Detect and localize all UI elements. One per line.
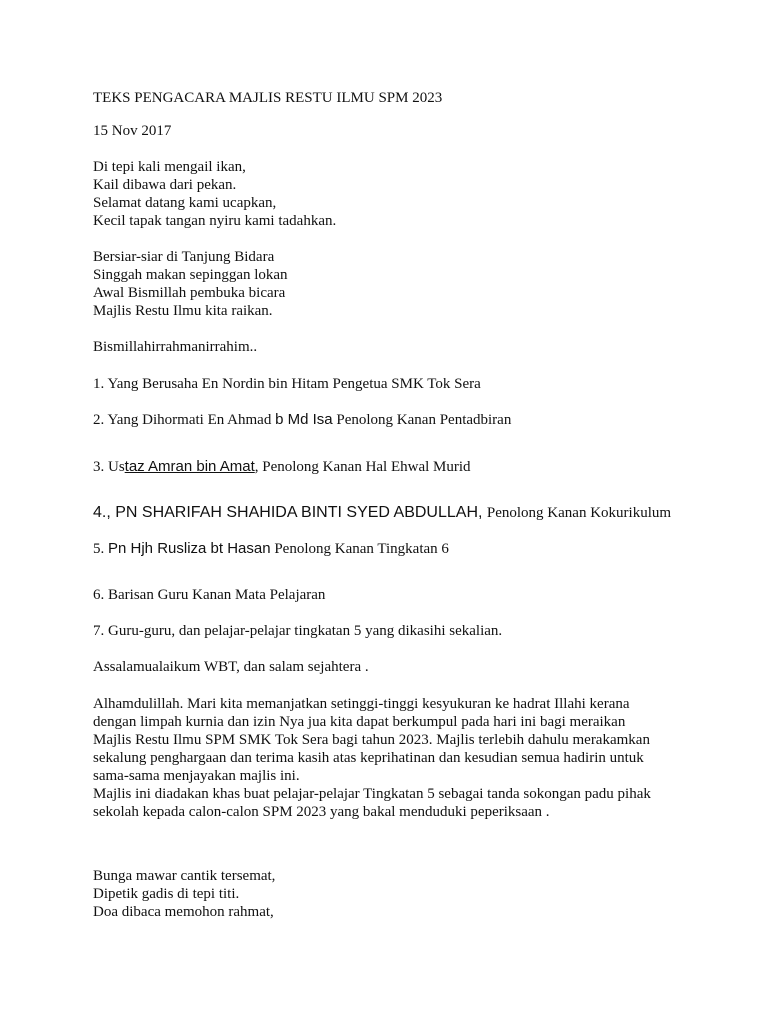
bismillah-line: Bismillahirrahmanirrahim.. <box>93 339 258 355</box>
pantun-1-line-3: Selamat datang kami ucapkan, <box>93 195 277 211</box>
paragraph-line-4: sekalung penghargaan dan terima kasih atas keprihatinan dan kesudian semua hadirin untuk <box>93 750 644 766</box>
pantun-3-line-2: Dipetik gadis di tepi titi. <box>93 886 240 902</box>
pantun-2-line-1: Bersiar-siar di Tanjung Bidara <box>93 249 275 265</box>
greeting-3-role: , Penolong Kanan Hal Ehwal Murid <box>254 459 471 475</box>
greeting-5-prefix: 5. <box>93 541 108 557</box>
greeting-2-prefix: 2. Yang Dihormati En Ahmad <box>93 412 276 428</box>
greeting-1: 1. Yang Berusaha En Nordin bin Hitam Pengetua SMK Tok Sera <box>93 376 481 392</box>
pantun-2-line-3: Awal Bismillah pembuka bicara <box>93 285 286 301</box>
document-date: 15 Nov 2017 <box>93 123 172 139</box>
greeting-4 <box>93 504 671 522</box>
pantun-3-line-1: Bunga mawar cantik tersemat, <box>93 868 276 884</box>
pantun-1-line-4: Kecil tapak tangan nyiru kami tadahkan. <box>93 213 337 229</box>
greeting-4-role: Penolong Kanan Kokurikulum <box>486 505 672 521</box>
pantun-2-line-2: Singgah makan sepinggan lokan <box>93 267 288 283</box>
pantun-2-line-4: Majlis Restu Ilmu kita raikan. <box>93 303 273 319</box>
greeting-2 <box>93 411 511 429</box>
greeting-3-name: taz Amran bin Amat <box>124 458 255 475</box>
greeting-3 <box>93 458 471 476</box>
greeting-4-name: 4., PN SHARIFAH SHAHIDA BINTI SYED ABDULLAH, <box>93 504 487 521</box>
pantun-3-line-3: Doa dibaca memohon rahmat, <box>93 904 274 920</box>
greeting-5-name: Pn Hjh Rusliza bt Hasan <box>108 540 271 557</box>
pantun-1-line-1: Di tepi kali mengail ikan, <box>93 159 246 175</box>
paragraph-line-3: Majlis Restu Ilmu SPM SMK Tok Sera bagi tahun 2023. Majlis terlebih dahulu merakamkan <box>93 732 650 748</box>
paragraph-line-7: sekolah kepada calon-calon SPM 2023 yang bakal menduduki peperiksaan . <box>93 804 550 820</box>
paragraph-line-6: Majlis ini diadakan khas buat pelajar-pelajar Tingkatan 5 sebagai tanda sokongan padu pihak <box>93 786 651 802</box>
paragraph-line-1: Alhamdulillah. Mari kita memanjatkan setinggi-tinggi kesyukuran ke hadrat Illahi kerana <box>93 696 630 712</box>
salam-line: Assalamualaikum WBT, dan salam sejahtera . <box>93 659 369 675</box>
greeting-2-role: Penolong Kanan Pentadbiran <box>332 412 512 428</box>
greeting-5-role: Penolong Kanan Tingkatan 6 <box>270 541 449 557</box>
paragraph-line-2: dengan limpah kurnia dan izin Nya jua kita dapat berkumpul pada hari ini bagi meraikan <box>93 714 626 730</box>
greeting-3-prefix: 3. Us <box>93 459 125 475</box>
greeting-6: 6. Barisan Guru Kanan Mata Pelajaran <box>93 587 326 603</box>
pantun-1-line-2: Kail dibawa dari pekan. <box>93 177 237 193</box>
greeting-7: 7. Guru-guru, dan pelajar-pelajar tingkatan 5 yang dikasihi sekalian. <box>93 623 503 639</box>
greeting-2-name: b Md Isa <box>275 411 333 428</box>
document-title: TEKS PENGACARA MAJLIS RESTU ILMU SPM 2023 <box>93 90 443 106</box>
paragraph-line-5: sama-sama menjayakan majlis ini. <box>93 768 300 784</box>
greeting-5 <box>93 540 449 558</box>
